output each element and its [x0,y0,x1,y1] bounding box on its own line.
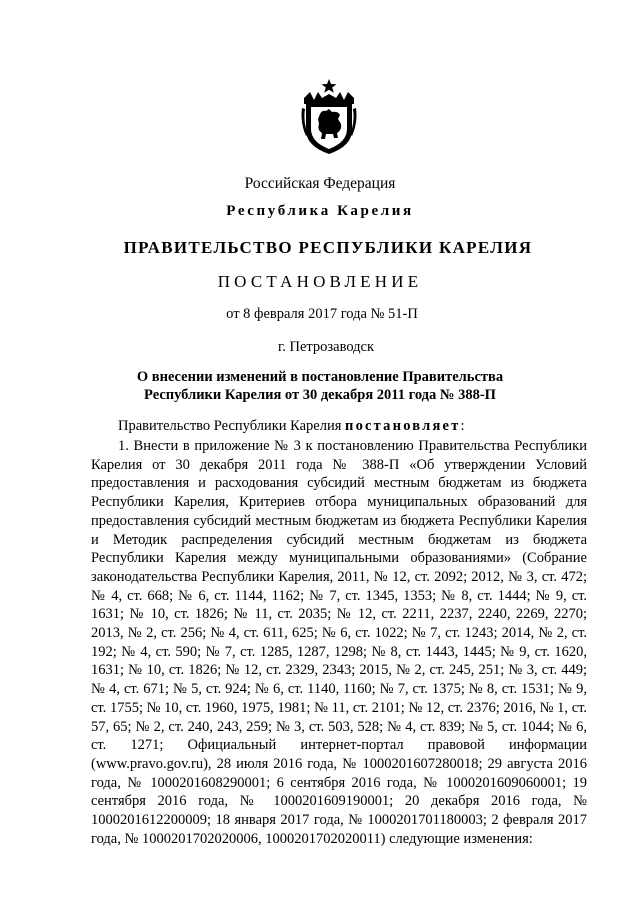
government-name: ПРАВИТЕЛЬСТВО РЕСПУБЛИКИ КАРЕЛИЯ [123,238,533,257]
coat-of-arms-karelia-icon [298,78,360,156]
subject-line-1: О внесении изменений в постановление Правительства [136,369,504,385]
intro-colon: : [460,418,465,434]
decides-word: постановляет [345,418,461,434]
decree-city: г. Петрозаводск [277,339,375,355]
decree-type: ПОСТАНОВЛЕНИЕ [217,272,423,291]
decree-subject [0,368,640,404]
list-item-1: 1. Внести в приложение № 3 к постановлению Правительства Республики Карелия от 30 декабря 2011 года № 388-П «Об утверждении Условий предоставления и расходования субсидий местным бюджетам из бюджета Республики Карелия, Критериев отбора муниципальных образований для предоставления субсидий местным бюджетам из бюджета Республики Карелия и Методик распределения субсидий местным бюджетам из бюджета Республики Карелия между муниципальными образованиями» (Собрание законодательства Республики Карелия, 2011, № 12, ст. 2092; 2012, № 3, ст. 472; № 4, ст. 668; № 6, ст. 1144, 1162; № 7, ст. 1345, 1353; № 8, ст. 1444; № 9, ст. 1631; № 10, ст. 1826; № 11, ст. 2035; № 12, ст. 2211, 2237, 2240, 2269, 2270; 2013, № 2, ст. 256; № 4, ст. 611, 625; № 6, ст. 1022; № 7, ст. 1243; 2014, № 2, ст. 192; № 4, ст. 590; № 7, ст. 1285, 1287, 1298; № 8, ст. 1443, 1445; № 9, ст. 1620, 1631; № 10, ст. 1826; № 12, ст. 2329, 2343; 2015, № 2, ст. 245, 251; № 3, ст. 449; № 4, ст. 671; № 5, ст. 924; № 6, ст. 1140, 1160; № 7, ст. 1375; № 8, ст. 1531; № 9, ст. 1755; № 10, ст. 1960, 1975, 1981; № 11, ст. 2101; № 12, ст. 2376; 2016, № 1, ст. 57, 65; № 2, ст. 240, 243, 259; № 3, ст. 503, 528; № 4, ст. 839; № 5, ст. 1044; № 6, ст. 1271; Официальный интернет-портал правовой информации (www.pravo.gov.ru), 28 июля 2016 года, № 1000201607280018; 29 августа 2016 года, № 1000201608290001; 6 сентября 2016 года, № 1000201609060001; 19 сентября 2016 года, № 1000201609190001; 20 декабря 2016 года, № 1000201612200009; 18 января 2017 года, № 1000201701180003; 2 февраля 2017 года, № 1000201702020006, 1000201702020011) следующие изменения: [91,438,587,847]
intro-text: Правительство Республики Карелия [118,418,346,434]
republic-name: Республика Карелия [226,203,414,219]
intro-paragraph [118,418,465,435]
decree-date: от 8 февраля 2017 года № 51-П [226,306,418,322]
country-name: Российская Федерация [244,175,396,192]
subject-line-2: Республики Карелия от 30 декабря 2011 года № 388-П [144,387,496,403]
